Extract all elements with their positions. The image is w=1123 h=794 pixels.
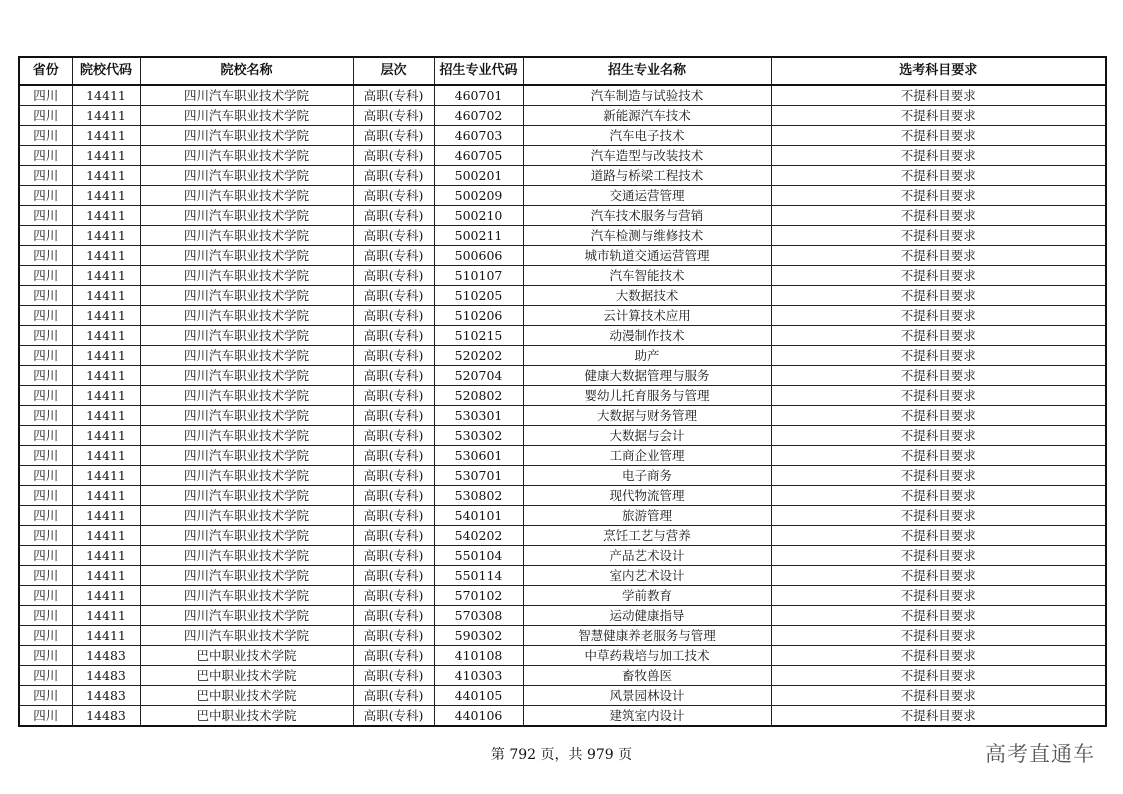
province-cell: 四川 (19, 706, 72, 727)
province-cell: 四川 (19, 546, 72, 566)
province-cell: 四川 (19, 626, 72, 646)
table-row (19, 646, 1106, 666)
level-cell: 高职(专科) (353, 526, 434, 546)
major-name-cell: 汽车造型与改装技术 (523, 146, 771, 166)
school-code-cell: 14411 (72, 266, 140, 286)
major-code-cell: 500201 (434, 166, 523, 186)
subject-requirement-cell: 不提科目要求 (771, 446, 1106, 466)
major-name-cell: 中草药栽培与加工技术 (523, 646, 771, 666)
major-code-cell: 520704 (434, 366, 523, 386)
school-code-cell: 14483 (72, 666, 140, 686)
subject-requirement-cell: 不提科目要求 (771, 706, 1106, 727)
major-code-cell: 530802 (434, 486, 523, 506)
table-row (19, 526, 1106, 546)
school-code-cell: 14411 (72, 586, 140, 606)
school-code-cell: 14411 (72, 386, 140, 406)
subject-requirement-cell: 不提科目要求 (771, 166, 1106, 186)
table-row (19, 386, 1106, 406)
subject-requirement-cell: 不提科目要求 (771, 346, 1106, 366)
school-code-cell: 14411 (72, 186, 140, 206)
major-name-cell: 畜牧兽医 (523, 666, 771, 686)
major-name-cell: 汽车电子技术 (523, 126, 771, 146)
level-cell: 高职(专科) (353, 286, 434, 306)
school-code-cell: 14411 (72, 246, 140, 266)
school-name-cell: 四川汽车职业技术学院 (140, 85, 353, 106)
major-name-cell: 电子商务 (523, 466, 771, 486)
province-cell: 四川 (19, 566, 72, 586)
level-cell: 高职(专科) (353, 346, 434, 366)
table-row (19, 566, 1106, 586)
table-row (19, 126, 1106, 146)
column-header-major-code: 招生专业代码 (434, 57, 523, 85)
level-cell: 高职(专科) (353, 126, 434, 146)
province-cell: 四川 (19, 226, 72, 246)
school-code-cell: 14411 (72, 446, 140, 466)
school-code-cell: 14411 (72, 606, 140, 626)
school-name-cell: 巴中职业技术学院 (140, 686, 353, 706)
table-row (19, 446, 1106, 466)
school-code-cell: 14411 (72, 406, 140, 426)
table-row (19, 546, 1106, 566)
subject-requirement-cell: 不提科目要求 (771, 606, 1106, 626)
school-code-cell: 14411 (72, 566, 140, 586)
subject-requirement-cell: 不提科目要求 (771, 546, 1106, 566)
level-cell: 高职(专科) (353, 606, 434, 626)
school-code-cell: 14411 (72, 166, 140, 186)
province-cell: 四川 (19, 126, 72, 146)
school-name-cell: 四川汽车职业技术学院 (140, 266, 353, 286)
school-name-cell: 四川汽车职业技术学院 (140, 166, 353, 186)
major-code-cell: 500606 (434, 246, 523, 266)
major-name-cell: 汽车制造与试验技术 (523, 85, 771, 106)
school-name-cell: 四川汽车职业技术学院 (140, 426, 353, 446)
admission-table (18, 56, 1107, 727)
table-body (19, 85, 1106, 726)
province-cell: 四川 (19, 366, 72, 386)
table-row (19, 366, 1106, 386)
table-row (19, 286, 1106, 306)
table-row (19, 106, 1106, 126)
subject-requirement-cell: 不提科目要求 (771, 626, 1106, 646)
school-code-cell: 14411 (72, 206, 140, 226)
subject-requirement-cell: 不提科目要求 (771, 586, 1106, 606)
major-code-cell: 590302 (434, 626, 523, 646)
major-name-cell: 汽车检测与维修技术 (523, 226, 771, 246)
school-code-cell: 14411 (72, 366, 140, 386)
school-code-cell: 14411 (72, 286, 140, 306)
column-header-level: 层次 (353, 57, 434, 85)
major-code-cell: 530701 (434, 466, 523, 486)
level-cell: 高职(专科) (353, 326, 434, 346)
major-code-cell: 500209 (434, 186, 523, 206)
subject-requirement-cell: 不提科目要求 (771, 126, 1106, 146)
province-cell: 四川 (19, 266, 72, 286)
major-code-cell: 410108 (434, 646, 523, 666)
school-name-cell: 四川汽车职业技术学院 (140, 306, 353, 326)
major-code-cell: 550104 (434, 546, 523, 566)
level-cell: 高职(专科) (353, 566, 434, 586)
table-row (19, 686, 1106, 706)
province-cell: 四川 (19, 246, 72, 266)
major-code-cell: 540101 (434, 506, 523, 526)
school-code-cell: 14483 (72, 706, 140, 727)
level-cell: 高职(专科) (353, 646, 434, 666)
watermark-logo-text: 高考直通车 (985, 742, 1095, 766)
major-name-cell: 交通运营管理 (523, 186, 771, 206)
school-code-cell: 14411 (72, 486, 140, 506)
level-cell: 高职(专科) (353, 426, 434, 446)
province-cell: 四川 (19, 646, 72, 666)
major-name-cell: 智慧健康养老服务与管理 (523, 626, 771, 646)
school-name-cell: 四川汽车职业技术学院 (140, 606, 353, 626)
major-code-cell: 460702 (434, 106, 523, 126)
major-name-cell: 风景园林设计 (523, 686, 771, 706)
table-row (19, 486, 1106, 506)
subject-requirement-cell: 不提科目要求 (771, 326, 1106, 346)
province-cell: 四川 (19, 326, 72, 346)
table-row (19, 246, 1106, 266)
subject-requirement-cell: 不提科目要求 (771, 286, 1106, 306)
school-code-cell: 14411 (72, 306, 140, 326)
major-code-cell: 440105 (434, 686, 523, 706)
table-row (19, 586, 1106, 606)
subject-requirement-cell: 不提科目要求 (771, 226, 1106, 246)
major-code-cell: 540202 (434, 526, 523, 546)
table-row (19, 706, 1106, 727)
subject-requirement-cell: 不提科目要求 (771, 506, 1106, 526)
column-header-province: 省份 (19, 57, 72, 85)
major-name-cell: 学前教育 (523, 586, 771, 606)
school-code-cell: 14411 (72, 546, 140, 566)
level-cell: 高职(专科) (353, 386, 434, 406)
subject-requirement-cell: 不提科目要求 (771, 85, 1106, 106)
level-cell: 高职(专科) (353, 226, 434, 246)
column-header-school-code: 院校代码 (72, 57, 140, 85)
level-cell: 高职(专科) (353, 166, 434, 186)
school-code-cell: 14411 (72, 106, 140, 126)
school-code-cell: 14411 (72, 346, 140, 366)
province-cell: 四川 (19, 446, 72, 466)
school-code-cell: 14411 (72, 146, 140, 166)
subject-requirement-cell: 不提科目要求 (771, 266, 1106, 286)
school-name-cell: 四川汽车职业技术学院 (140, 126, 353, 146)
major-name-cell: 助产 (523, 346, 771, 366)
subject-requirement-cell: 不提科目要求 (771, 386, 1106, 406)
admission-table-container (18, 56, 1105, 727)
province-cell: 四川 (19, 346, 72, 366)
school-code-cell: 14483 (72, 686, 140, 706)
table-row (19, 606, 1106, 626)
school-name-cell: 四川汽车职业技术学院 (140, 406, 353, 426)
school-name-cell: 巴中职业技术学院 (140, 706, 353, 727)
major-name-cell: 运动健康指导 (523, 606, 771, 626)
major-name-cell: 大数据与会计 (523, 426, 771, 446)
table-row (19, 166, 1106, 186)
school-name-cell: 四川汽车职业技术学院 (140, 226, 353, 246)
province-cell: 四川 (19, 206, 72, 226)
school-name-cell: 四川汽车职业技术学院 (140, 366, 353, 386)
level-cell: 高职(专科) (353, 506, 434, 526)
school-name-cell: 四川汽车职业技术学院 (140, 386, 353, 406)
school-code-cell: 14411 (72, 466, 140, 486)
table-row (19, 146, 1106, 166)
province-cell: 四川 (19, 606, 72, 626)
province-cell: 四川 (19, 466, 72, 486)
major-name-cell: 旅游管理 (523, 506, 771, 526)
major-name-cell: 新能源汽车技术 (523, 106, 771, 126)
school-name-cell: 四川汽车职业技术学院 (140, 346, 353, 366)
table-row (19, 426, 1106, 446)
school-code-cell: 14411 (72, 226, 140, 246)
major-name-cell: 动漫制作技术 (523, 326, 771, 346)
major-code-cell: 570308 (434, 606, 523, 626)
province-cell: 四川 (19, 686, 72, 706)
table-header-row (19, 57, 1106, 85)
subject-requirement-cell: 不提科目要求 (771, 486, 1106, 506)
major-code-cell: 460705 (434, 146, 523, 166)
major-name-cell: 城市轨道交通运营管理 (523, 246, 771, 266)
school-name-cell: 四川汽车职业技术学院 (140, 466, 353, 486)
major-name-cell: 健康大数据管理与服务 (523, 366, 771, 386)
table-row (19, 226, 1106, 246)
province-cell: 四川 (19, 306, 72, 326)
major-name-cell: 建筑室内设计 (523, 706, 771, 727)
major-name-cell: 室内艺术设计 (523, 566, 771, 586)
column-header-subject-requirement: 选考科目要求 (771, 57, 1106, 85)
subject-requirement-cell: 不提科目要求 (771, 206, 1106, 226)
subject-requirement-cell: 不提科目要求 (771, 106, 1106, 126)
school-code-cell: 14411 (72, 626, 140, 646)
subject-requirement-cell: 不提科目要求 (771, 466, 1106, 486)
major-name-cell: 云计算技术应用 (523, 306, 771, 326)
table-row (19, 466, 1106, 486)
major-code-cell: 460701 (434, 85, 523, 106)
table-row (19, 206, 1106, 226)
level-cell: 高职(专科) (353, 706, 434, 727)
table-row (19, 266, 1106, 286)
major-code-cell: 530301 (434, 406, 523, 426)
school-name-cell: 巴中职业技术学院 (140, 646, 353, 666)
major-code-cell: 510206 (434, 306, 523, 326)
table-row (19, 346, 1106, 366)
level-cell: 高职(专科) (353, 486, 434, 506)
school-name-cell: 四川汽车职业技术学院 (140, 206, 353, 226)
level-cell: 高职(专科) (353, 106, 434, 126)
subject-requirement-cell: 不提科目要求 (771, 246, 1106, 266)
school-name-cell: 四川汽车职业技术学院 (140, 446, 353, 466)
major-code-cell: 530601 (434, 446, 523, 466)
province-cell: 四川 (19, 406, 72, 426)
table-row (19, 626, 1106, 646)
school-name-cell: 四川汽车职业技术学院 (140, 106, 353, 126)
level-cell: 高职(专科) (353, 85, 434, 106)
subject-requirement-cell: 不提科目要求 (771, 426, 1106, 446)
subject-requirement-cell: 不提科目要求 (771, 526, 1106, 546)
major-code-cell: 510107 (434, 266, 523, 286)
major-code-cell: 500211 (434, 226, 523, 246)
subject-requirement-cell: 不提科目要求 (771, 366, 1106, 386)
subject-requirement-cell: 不提科目要求 (771, 146, 1106, 166)
table-row (19, 506, 1106, 526)
table-row (19, 406, 1106, 426)
province-cell: 四川 (19, 85, 72, 106)
province-cell: 四川 (19, 526, 72, 546)
page-number: 第 792 页，共 979 页 (490, 747, 633, 763)
level-cell: 高职(专科) (353, 686, 434, 706)
major-code-cell: 520202 (434, 346, 523, 366)
major-name-cell: 工商企业管理 (523, 446, 771, 466)
table-row (19, 326, 1106, 346)
level-cell: 高职(专科) (353, 306, 434, 326)
level-cell: 高职(专科) (353, 186, 434, 206)
school-code-cell: 14411 (72, 126, 140, 146)
level-cell: 高职(专科) (353, 546, 434, 566)
level-cell: 高职(专科) (353, 586, 434, 606)
major-code-cell: 440106 (434, 706, 523, 727)
level-cell: 高职(专科) (353, 446, 434, 466)
column-header-school-name: 院校名称 (140, 57, 353, 85)
school-name-cell: 四川汽车职业技术学院 (140, 326, 353, 346)
level-cell: 高职(专科) (353, 206, 434, 226)
major-name-cell: 大数据与财务管理 (523, 406, 771, 426)
level-cell: 高职(专科) (353, 266, 434, 286)
level-cell: 高职(专科) (353, 366, 434, 386)
province-cell: 四川 (19, 186, 72, 206)
subject-requirement-cell: 不提科目要求 (771, 666, 1106, 686)
province-cell: 四川 (19, 506, 72, 526)
school-name-cell: 四川汽车职业技术学院 (140, 526, 353, 546)
subject-requirement-cell: 不提科目要求 (771, 566, 1106, 586)
province-cell: 四川 (19, 386, 72, 406)
school-code-cell: 14411 (72, 506, 140, 526)
column-header-major-name: 招生专业名称 (523, 57, 771, 85)
table-row (19, 666, 1106, 686)
school-name-cell: 四川汽车职业技术学院 (140, 186, 353, 206)
subject-requirement-cell: 不提科目要求 (771, 186, 1106, 206)
major-name-cell: 婴幼儿托育服务与管理 (523, 386, 771, 406)
major-code-cell: 570102 (434, 586, 523, 606)
major-code-cell: 510215 (434, 326, 523, 346)
province-cell: 四川 (19, 166, 72, 186)
school-code-cell: 14411 (72, 426, 140, 446)
school-code-cell: 14411 (72, 326, 140, 346)
province-cell: 四川 (19, 486, 72, 506)
level-cell: 高职(专科) (353, 146, 434, 166)
major-code-cell: 460703 (434, 126, 523, 146)
province-cell: 四川 (19, 146, 72, 166)
major-code-cell: 520802 (434, 386, 523, 406)
subject-requirement-cell: 不提科目要求 (771, 406, 1106, 426)
major-code-cell: 500210 (434, 206, 523, 226)
school-name-cell: 四川汽车职业技术学院 (140, 506, 353, 526)
level-cell: 高职(专科) (353, 666, 434, 686)
school-name-cell: 四川汽车职业技术学院 (140, 286, 353, 306)
level-cell: 高职(专科) (353, 246, 434, 266)
school-code-cell: 14483 (72, 646, 140, 666)
level-cell: 高职(专科) (353, 626, 434, 646)
province-cell: 四川 (19, 286, 72, 306)
school-name-cell: 四川汽车职业技术学院 (140, 146, 353, 166)
table-row (19, 186, 1106, 206)
school-name-cell: 四川汽车职业技术学院 (140, 626, 353, 646)
table-row (19, 85, 1106, 106)
subject-requirement-cell: 不提科目要求 (771, 646, 1106, 666)
major-name-cell: 道路与桥梁工程技术 (523, 166, 771, 186)
subject-requirement-cell: 不提科目要求 (771, 686, 1106, 706)
subject-requirement-cell: 不提科目要求 (771, 306, 1106, 326)
major-name-cell: 汽车智能技术 (523, 266, 771, 286)
major-name-cell: 现代物流管理 (523, 486, 771, 506)
school-name-cell: 巴中职业技术学院 (140, 666, 353, 686)
major-code-cell: 530302 (434, 426, 523, 446)
school-code-cell: 14411 (72, 526, 140, 546)
school-name-cell: 四川汽车职业技术学院 (140, 546, 353, 566)
school-name-cell: 四川汽车职业技术学院 (140, 246, 353, 266)
major-code-cell: 410303 (434, 666, 523, 686)
province-cell: 四川 (19, 106, 72, 126)
province-cell: 四川 (19, 666, 72, 686)
major-name-cell: 汽车技术服务与营销 (523, 206, 771, 226)
table-row (19, 306, 1106, 326)
school-name-cell: 四川汽车职业技术学院 (140, 586, 353, 606)
level-cell: 高职(专科) (353, 406, 434, 426)
major-name-cell: 大数据技术 (523, 286, 771, 306)
major-code-cell: 510205 (434, 286, 523, 306)
school-name-cell: 四川汽车职业技术学院 (140, 486, 353, 506)
school-code-cell: 14411 (72, 85, 140, 106)
school-name-cell: 四川汽车职业技术学院 (140, 566, 353, 586)
province-cell: 四川 (19, 426, 72, 446)
major-code-cell: 550114 (434, 566, 523, 586)
province-cell: 四川 (19, 586, 72, 606)
level-cell: 高职(专科) (353, 466, 434, 486)
major-name-cell: 产品艺术设计 (523, 546, 771, 566)
major-name-cell: 烹饪工艺与营养 (523, 526, 771, 546)
